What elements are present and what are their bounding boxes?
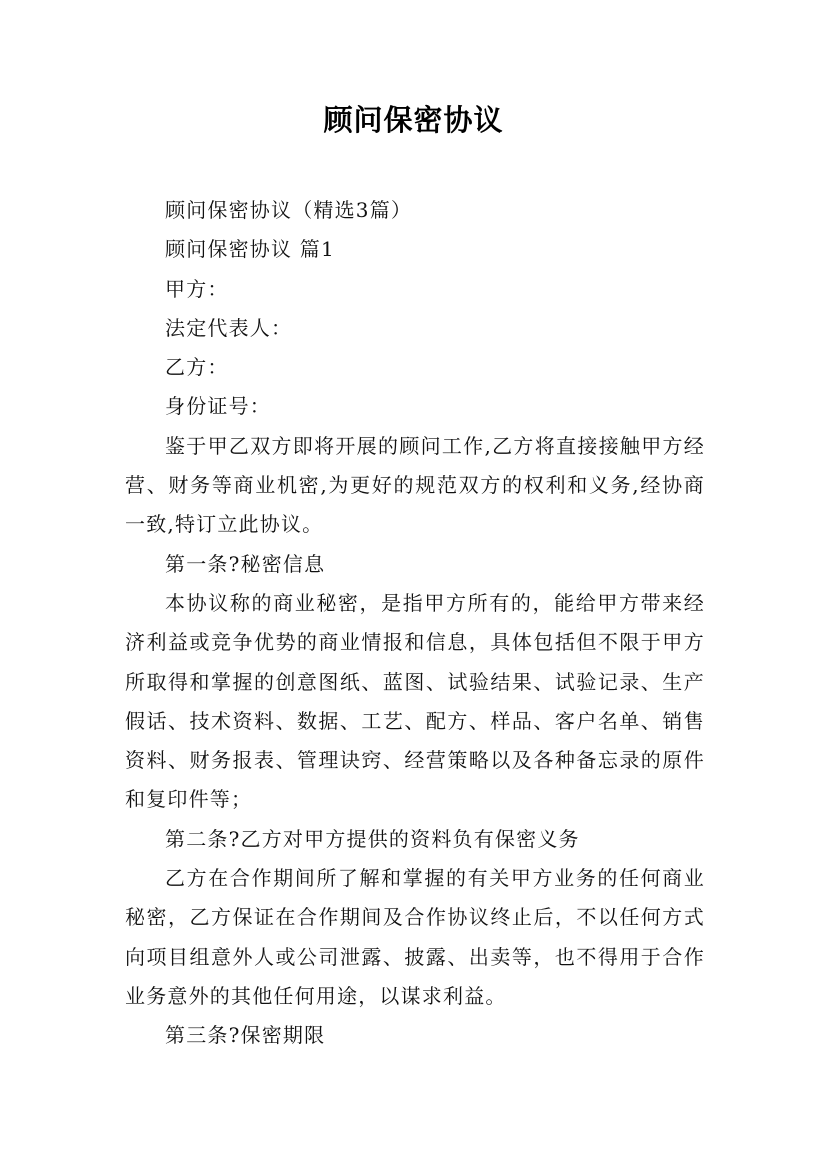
- paragraph-clause-1-heading: 第一条?秘密信息: [165, 551, 326, 576]
- paragraph-subtitle: 顾问保密协议（精选3篇）: [165, 198, 413, 222]
- document-title: 顾问保密协议: [323, 103, 504, 137]
- paragraph-id-number: 身份证号：: [165, 394, 271, 419]
- paragraph-party-a: 甲方：: [165, 276, 229, 301]
- paragraph-clause-2-heading: 第二条?乙方对甲方提供的资料负有保密义务: [165, 826, 580, 851]
- paragraph-article-heading: 顾问保密协议 篇1: [165, 237, 335, 262]
- paragraph-clause-3-heading: 第三条?保密期限: [165, 1023, 326, 1048]
- paragraph-clause-2-body: 乙方在合作期间所了解和掌握的有关甲方业务的任何商业秘密，乙方保证在合作期间及合作协议终止后，不以任何方式向项目组意外人或公司泄露、披露、出卖等，也不得用于合作业务意外的其他任何用途，以谋求利益。: [125, 866, 705, 1008]
- paragraph-legal-representative: 法定代表人：: [165, 315, 293, 340]
- paragraph-party-b: 乙方：: [165, 355, 229, 380]
- document-body: [125, 191, 705, 1056]
- paragraph-preamble: 鉴于甲乙双方即将开展的顾问工作,乙方将直接接触甲方经营、财务等商业机密,为更好的规范双方的权利和义务,经协商一致,特订立此协议。: [125, 433, 705, 537]
- paragraph-clause-1-body: 本协议称的商业秘密，是指甲方所有的，能给甲方带来经济利益或竞争优势的商业情报和信息，具体包括但不限于甲方所取得和掌握的创意图纸、蓝图、试验结果、试验记录、生产假话、技术资料、数据、工艺、配方、样品、客户名单、销售资料、财务报表、管理诀窍、经营策略以及各种备忘录的原件和复印件等；: [125, 590, 705, 812]
